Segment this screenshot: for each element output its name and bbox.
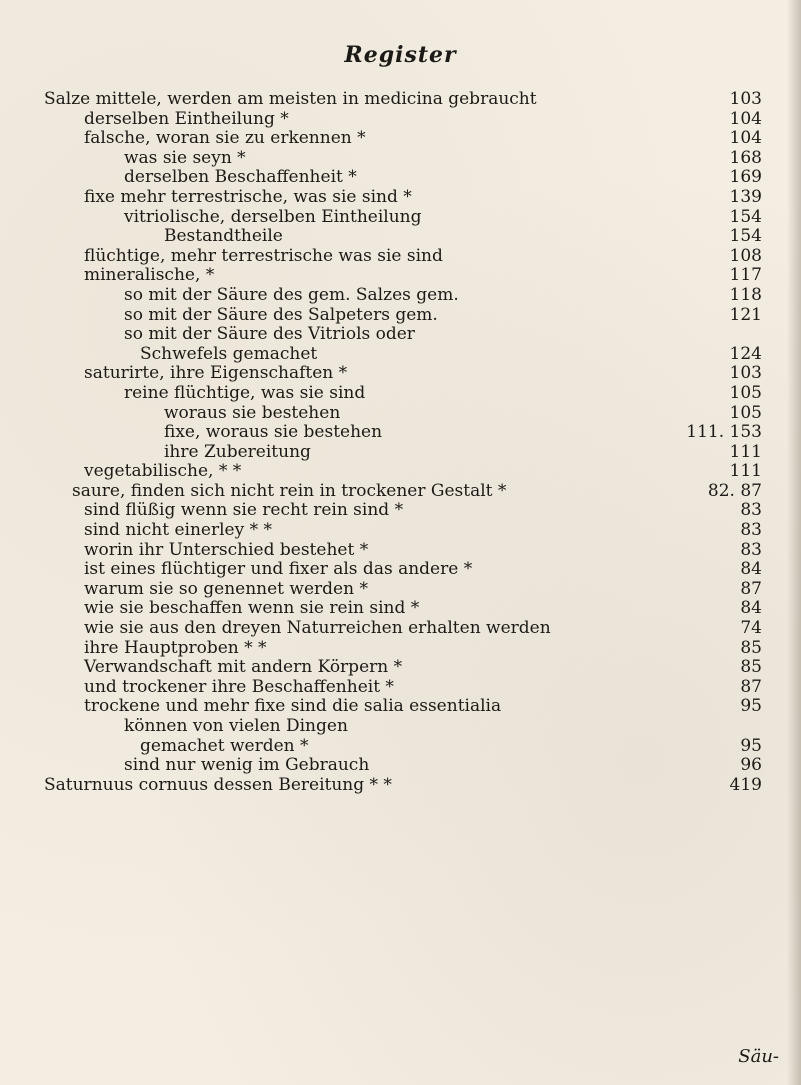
register-entry bbox=[44, 168, 762, 188]
entry-text: falsche, woran sie zu erkennen * bbox=[84, 128, 366, 149]
entry-page-number: 168 bbox=[729, 147, 762, 168]
entry-page-number: 96 bbox=[740, 755, 762, 776]
register-entry bbox=[44, 227, 762, 247]
entry-text: ihre Hauptproben * * bbox=[84, 637, 267, 658]
register-entry bbox=[44, 149, 762, 169]
entry-text: fixe, woraus sie bestehen bbox=[164, 422, 383, 443]
entry-page-number: 87 bbox=[740, 578, 762, 599]
entry-page-number: 103 bbox=[729, 363, 762, 384]
entry-text: Salze mittele, werden am meisten in medicina gebraucht bbox=[44, 89, 537, 109]
entry-page-number: 108 bbox=[729, 245, 762, 266]
entry-text: sind flüßig wenn sie recht rein sind * bbox=[84, 500, 404, 521]
entry-text: flüchtige, mehr terrestrische was sie sind bbox=[84, 245, 443, 266]
entry-page-number: 124 bbox=[729, 343, 762, 364]
entry-text: trockene und mehr fixe sind die salia essentialia bbox=[84, 696, 502, 717]
register-entry bbox=[44, 658, 762, 678]
entry-text: mineralische, * bbox=[84, 265, 215, 286]
register-entry bbox=[44, 384, 762, 404]
entry-page-number: 111 bbox=[729, 441, 762, 462]
entry-text: sind nicht einerley * * bbox=[84, 520, 273, 541]
entry-page-number: 85 bbox=[740, 637, 762, 658]
register-entry bbox=[44, 443, 762, 463]
entry-text: saturirte, ihre Eigenschaften * bbox=[84, 363, 348, 384]
entry-text: woraus sie bestehen bbox=[164, 402, 341, 423]
entry-page-number: 84 bbox=[740, 598, 762, 619]
register-entry bbox=[44, 286, 762, 306]
register-entry bbox=[44, 110, 762, 130]
entry-text: vegetabilische, * * bbox=[84, 461, 242, 482]
register-entry bbox=[44, 717, 762, 737]
register-entry bbox=[44, 599, 762, 619]
register-entry bbox=[44, 521, 762, 541]
entry-page-number: 83 bbox=[740, 520, 762, 541]
register-entry bbox=[44, 266, 762, 286]
register-entries bbox=[44, 90, 762, 795]
entry-text: worin ihr Unterschied bestehet * bbox=[84, 539, 369, 560]
page-edge bbox=[787, 0, 801, 1085]
register-entry bbox=[44, 129, 762, 149]
register-entry bbox=[44, 619, 762, 639]
entry-text: fixe mehr terrestrische, was sie sind * bbox=[84, 186, 412, 207]
register-entry bbox=[44, 678, 762, 698]
entry-text: Schwefels gemachet bbox=[140, 343, 318, 364]
entry-page-number: 154 bbox=[729, 226, 762, 247]
entry-text: können von vielen Dingen bbox=[124, 716, 348, 736]
entry-page-number: 117 bbox=[729, 265, 762, 286]
entry-text: gemachet werden * bbox=[140, 735, 309, 756]
register-entry bbox=[44, 639, 762, 659]
entry-text: und trockener ihre Beschaffenheit * bbox=[84, 676, 394, 697]
entry-page-number: 111. 153 bbox=[686, 422, 762, 443]
entry-page-number: 419 bbox=[729, 774, 762, 795]
entry-text: wie sie aus den dreyen Naturreichen erhalten werden bbox=[84, 618, 551, 639]
register-entry bbox=[44, 188, 762, 208]
entry-page-number: 104 bbox=[729, 108, 762, 129]
entry-page-number: 103 bbox=[729, 89, 762, 109]
catchword: Säu- bbox=[738, 1046, 779, 1067]
register-entry bbox=[44, 541, 762, 561]
entry-page-number: 95 bbox=[740, 696, 762, 717]
register-entry bbox=[44, 247, 762, 267]
entry-page-number: 83 bbox=[740, 500, 762, 521]
entry-text: so mit der Säure des Salpeters gem. bbox=[124, 304, 438, 325]
register-entry bbox=[44, 560, 762, 580]
register-entry bbox=[44, 580, 762, 600]
register-entry bbox=[44, 482, 762, 502]
entry-page-number: 85 bbox=[740, 657, 762, 678]
entry-page-number: 105 bbox=[729, 382, 762, 403]
entry-page-number: 121 bbox=[729, 304, 762, 325]
entry-text: wie sie beschaffen wenn sie rein sind * bbox=[84, 598, 420, 619]
register-entry bbox=[44, 756, 762, 776]
entry-text: saure, finden sich nicht rein in trockener Gestalt * bbox=[72, 480, 507, 501]
entry-text: derselben Eintheilung * bbox=[84, 108, 289, 129]
entry-text: sind nur wenig im Gebrauch bbox=[124, 755, 370, 776]
register-entry bbox=[44, 501, 762, 521]
entry-text: so mit der Säure des Vitriols oder bbox=[124, 324, 415, 345]
entry-text: derselben Beschaffenheit * bbox=[124, 167, 357, 188]
register-entry bbox=[44, 306, 762, 326]
entry-page-number: 82. 87 bbox=[707, 480, 762, 501]
entry-page-number: 84 bbox=[740, 559, 762, 580]
entry-page-number: 118 bbox=[729, 284, 762, 305]
entry-page-number: 95 bbox=[740, 735, 762, 756]
entry-text: vitriolische, derselben Eintheilung bbox=[124, 206, 422, 227]
entry-text: Bestandtheile bbox=[164, 226, 283, 247]
register-entry bbox=[44, 90, 762, 110]
entry-text: reine flüchtige, was sie sind bbox=[124, 382, 366, 403]
register-entry bbox=[44, 462, 762, 482]
register-entry bbox=[44, 697, 762, 717]
register-entry bbox=[44, 208, 762, 228]
register-entry bbox=[44, 737, 762, 757]
entry-text: Verwandschaft mit andern Körpern * bbox=[84, 657, 403, 678]
entry-text: warum sie so genennet werden * bbox=[84, 578, 368, 599]
entry-text: ist eines flüchtiger und fixer als das andere * bbox=[84, 559, 473, 580]
entry-page-number: 111 bbox=[729, 461, 762, 482]
entry-page-number: 105 bbox=[729, 402, 762, 423]
entry-page-number: 154 bbox=[729, 206, 762, 227]
entry-page-number: 87 bbox=[740, 676, 762, 697]
register-entry bbox=[44, 776, 762, 796]
page-header: Register bbox=[344, 42, 457, 68]
entry-text: ihre Zubereitung bbox=[164, 441, 311, 462]
register-entry bbox=[44, 325, 762, 345]
register-entry bbox=[44, 364, 762, 384]
entry-page-number: 74 bbox=[740, 618, 762, 639]
register-entry bbox=[44, 423, 762, 443]
register-entry bbox=[44, 404, 762, 424]
entry-page-number: 169 bbox=[729, 167, 762, 188]
entry-text: Saturnuus cornuus dessen Bereitung * * bbox=[44, 774, 392, 795]
entry-page-number: 104 bbox=[729, 128, 762, 149]
entry-text: so mit der Säure des gem. Salzes gem. bbox=[124, 284, 459, 305]
entry-page-number: 139 bbox=[729, 186, 762, 207]
register-entry bbox=[44, 345, 762, 365]
entry-page-number: 83 bbox=[740, 539, 762, 560]
entry-text: was sie seyn * bbox=[124, 147, 246, 168]
